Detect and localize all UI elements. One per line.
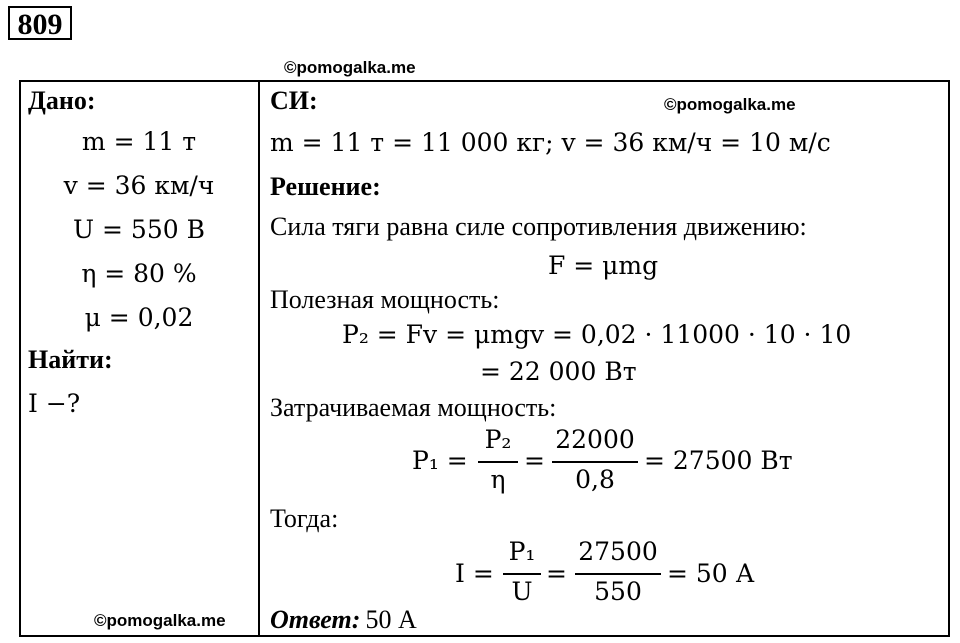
given-mass: m = 11 т xyxy=(81,127,197,156)
eq-useful-power-result: = 22 000 Вт xyxy=(480,357,637,386)
eq4-fraction-line-2 xyxy=(575,573,661,575)
given-header: Дано: xyxy=(28,86,96,115)
eq3-num1: P₂ xyxy=(484,425,512,454)
text-then: Тогда: xyxy=(270,504,339,533)
given-efficiency: η = 80 % xyxy=(81,259,197,288)
watermark-bottom: ©pomogalka.me xyxy=(94,611,226,630)
solution-header: Решение: xyxy=(270,172,381,201)
eq3-equals: = xyxy=(524,446,545,475)
eq3-fraction-line-2 xyxy=(552,461,638,463)
eq3-lhs: P₁ = xyxy=(412,446,468,475)
eq3-fraction-line-1 xyxy=(478,461,518,463)
eq4-fraction-line-1 xyxy=(503,573,541,575)
given-velocity: v = 36 км/ч xyxy=(63,171,215,200)
si-line: m = 11 т = 11 000 кг; v = 36 км/ч = 10 м/с xyxy=(270,128,831,157)
given-voltage: U = 550 В xyxy=(73,215,205,244)
find-value: I −? xyxy=(28,389,81,418)
eq4-num2: 27500 xyxy=(578,537,658,566)
answer-value: 50 А xyxy=(365,605,417,634)
eq4-den1: U xyxy=(511,577,533,606)
find-header: Найти: xyxy=(28,345,113,374)
text-spent-power: Затрачиваемая мощность: xyxy=(270,393,557,422)
eq4-num1: P₁ xyxy=(508,537,536,566)
eq3-num2: 22000 xyxy=(555,425,635,454)
eq4-result: = 50 А xyxy=(667,559,755,588)
answer xyxy=(270,605,417,635)
problem-number: 809 xyxy=(8,6,72,40)
answer-label: Ответ: xyxy=(270,605,361,634)
given-friction: μ = 0,02 xyxy=(84,303,194,332)
text-useful-power: Полезная мощность: xyxy=(270,285,500,314)
column-divider xyxy=(258,80,260,637)
eq4-den2: 550 xyxy=(594,577,642,606)
eq-force: F = μmg xyxy=(548,251,659,280)
eq3-result: = 27500 Вт xyxy=(644,446,793,475)
eq3-den1: η xyxy=(490,465,506,494)
text-traction: Сила тяги равна силе сопротивления движению: xyxy=(270,212,807,241)
watermark-top: ©pomogalka.me xyxy=(284,58,416,77)
eq-useful-power: P₂ = Fv = μmgv = 0,02 · 11000 · 10 · 10 xyxy=(342,320,852,349)
eq4-lhs: I = xyxy=(455,559,494,588)
eq4-equals: = xyxy=(546,559,567,588)
watermark-right: ©pomogalka.me xyxy=(664,95,796,114)
si-header: СИ: xyxy=(270,86,318,115)
eq3-den2: 0,8 xyxy=(575,465,615,494)
